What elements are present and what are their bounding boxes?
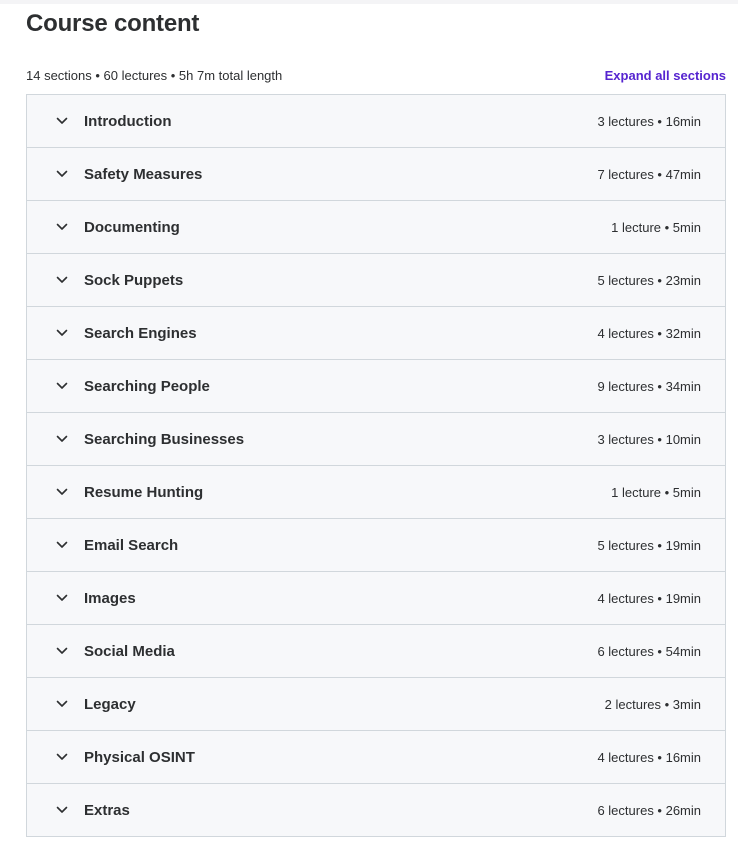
section-row[interactable] <box>27 413 725 466</box>
chevron-down-icon <box>55 273 69 287</box>
section-row[interactable] <box>27 519 725 572</box>
section-title: Social Media <box>84 642 175 660</box>
section-meta: 6 lectures • 54min <box>597 643 701 659</box>
section-row[interactable] <box>27 201 725 254</box>
section-row[interactable] <box>27 572 725 625</box>
chevron-down-icon <box>55 644 69 658</box>
section-title: Safety Measures <box>84 165 203 183</box>
section-row[interactable] <box>27 678 725 731</box>
section-row[interactable] <box>27 784 725 836</box>
chevron-down-icon <box>55 432 69 446</box>
section-title: Email Search <box>84 536 179 554</box>
section-row[interactable] <box>27 95 725 148</box>
section-meta: 2 lectures • 3min <box>604 696 701 712</box>
section-row[interactable] <box>27 731 725 784</box>
section-title: Searching Businesses <box>84 430 245 448</box>
section-row[interactable] <box>27 254 725 307</box>
section-title: Sock Puppets <box>84 271 184 289</box>
section-meta: 5 lectures • 19min <box>597 537 701 553</box>
section-title: Searching People <box>84 377 210 395</box>
section-title: Physical OSINT <box>84 748 195 766</box>
section-meta: 5 lectures • 23min <box>597 272 701 288</box>
chevron-down-icon <box>55 591 69 605</box>
section-row[interactable] <box>27 148 725 201</box>
section-row[interactable] <box>27 466 725 519</box>
section-meta: 1 lecture • 5min <box>611 484 701 500</box>
section-row[interactable] <box>27 307 725 360</box>
chevron-down-icon <box>55 697 69 711</box>
course-summary-row <box>26 64 726 86</box>
chevron-down-icon <box>55 167 69 181</box>
section-row[interactable] <box>27 625 725 678</box>
section-meta: 9 lectures • 34min <box>597 378 701 394</box>
chevron-down-icon <box>55 538 69 552</box>
section-meta: 3 lectures • 16min <box>597 113 701 129</box>
section-meta: 4 lectures • 16min <box>597 749 701 765</box>
section-title: Extras <box>84 801 130 819</box>
section-title: Legacy <box>84 695 136 713</box>
chevron-down-icon <box>55 750 69 764</box>
course-summary: 14 sections • 60 lectures • 5h 7m total length <box>26 67 283 83</box>
chevron-down-icon <box>55 326 69 340</box>
section-meta: 4 lectures • 32min <box>597 325 701 341</box>
section-meta: 4 lectures • 19min <box>597 590 701 606</box>
section-title: Images <box>84 589 136 607</box>
section-row[interactable] <box>27 360 725 413</box>
chevron-down-icon <box>55 803 69 817</box>
section-title: Documenting <box>84 218 180 236</box>
section-meta: 3 lectures • 10min <box>597 431 701 447</box>
section-title: Search Engines <box>84 324 197 342</box>
section-meta: 7 lectures • 47min <box>597 166 701 182</box>
expand-all-sections-button[interactable]: Expand all sections <box>604 67 726 83</box>
section-title: Resume Hunting <box>84 483 204 501</box>
section-meta: 6 lectures • 26min <box>597 802 701 818</box>
chevron-down-icon <box>55 485 69 499</box>
page-title: Course content <box>26 10 200 37</box>
chevron-down-icon <box>55 379 69 393</box>
chevron-down-icon <box>55 220 69 234</box>
top-divider <box>0 0 738 4</box>
section-meta: 1 lecture • 5min <box>611 219 701 235</box>
chevron-down-icon <box>55 114 69 128</box>
section-title: Introduction <box>84 112 172 130</box>
sections-list <box>26 94 726 837</box>
